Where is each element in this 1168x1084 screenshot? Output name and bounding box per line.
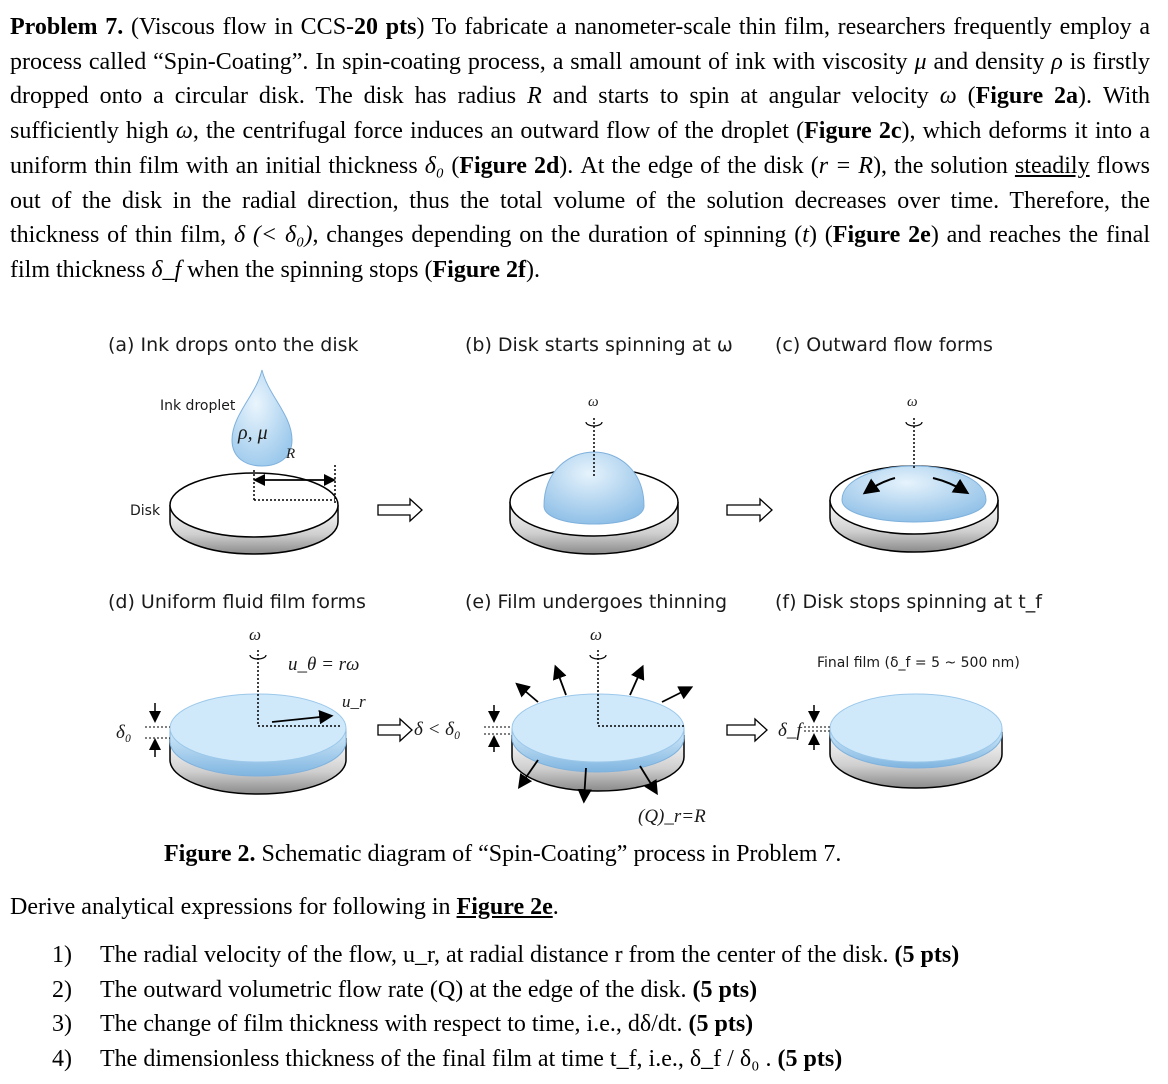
question-number: 2) xyxy=(52,976,72,1003)
question-text: The outward volumetric flow rate (Q) at the edge of the disk. xyxy=(100,976,693,1003)
symbol-omega: ω xyxy=(175,118,193,145)
panel-title-d: (d) Uniform fluid film forms xyxy=(108,591,366,613)
question-text: The dimensionless thickness of the final film at time t_f, i.e., δ_f / δ₀ . xyxy=(100,1045,778,1072)
text-span: when the spinning stops ( xyxy=(181,256,433,283)
question-text: The change of film thickness with respect to time, i.e., dδ/dt. xyxy=(100,1011,689,1037)
derive-prompt xyxy=(10,894,559,921)
question-item xyxy=(52,1007,959,1042)
question-number: 3) xyxy=(52,1011,72,1037)
problem-points: 20 pts xyxy=(354,14,417,40)
problem-statement: Problem 7. (Viscous flow in CCS-20 pts) To fabricate a nanometer-scale thin film, researchers frequently employ a process called “Spin-Coating”. In spin-coating process, a small amount of ink with viscosity μ and density ρ is firstly dropped onto a circular disk. The disk has radius R and starts to spin at angular velocity ω (Figure 2a). With sufficiently high ω, the centrifugal force induces an outward flow of the droplet (Figure 2c), which deforms it into a uniform thin film with an initial thickness δ₀ (Figure 2d). At the edge of the disk (r = R), the solution steadily flows out of the disk in the radial direction, thus the total volume of the solution decreases over time. Therefore, the thickness of thin film, δ (< δ₀), changes depending on the duration of spinning (t) (Figure 2e) and reaches the final film thickness δ_f when the spinning stops (Figure 2f). xyxy=(10,14,1151,283)
outflow-arrow xyxy=(556,668,566,695)
omega-label-b: ω xyxy=(588,394,599,410)
figure-caption xyxy=(164,841,841,868)
flow-rate-label: (Q)_r=R xyxy=(638,806,706,827)
panel-title-e: (e) Film undergoes thinning xyxy=(465,591,728,613)
question-number: 1) xyxy=(52,942,72,968)
arrow-a-to-b xyxy=(378,499,422,521)
rho-mu-label: ρ, μ xyxy=(238,422,268,444)
panel-b-drawing xyxy=(510,418,678,554)
symbol-deltaf: δ_f xyxy=(151,256,182,283)
figure-ref: Figure 2d xyxy=(459,152,560,179)
symbol-omega: ω xyxy=(939,83,957,110)
outflow-arrow xyxy=(662,688,690,702)
panel-title-a: (a) Ink drops onto the disk xyxy=(108,334,359,356)
question-points: (5 pts) xyxy=(692,976,758,1003)
text-span: ). With sufficiently high xyxy=(10,83,1150,145)
text-span: ). xyxy=(526,256,541,283)
symbol-rho: ρ xyxy=(1051,48,1063,75)
panel-title-b: (b) Disk starts spinning at ω xyxy=(465,334,733,356)
figure-ref: Figure 2e xyxy=(456,894,553,920)
text-span: and starts to spin at angular velocity xyxy=(541,83,940,110)
text-span: and density xyxy=(926,48,1052,75)
symbol-t: t xyxy=(802,222,809,249)
symbol-delta: δ (< δ₀) xyxy=(233,222,313,249)
question-number: 4) xyxy=(52,1045,72,1072)
question-item xyxy=(52,973,959,1008)
omega-label-e: ω xyxy=(590,625,603,644)
question-text: The radial velocity of the flow, u_r, at radial distance r from the center of the disk. xyxy=(100,942,895,968)
text-span: is firstly dropped onto a circular disk. The disk has radius xyxy=(10,48,1150,110)
arrow-d-to-e xyxy=(378,719,412,741)
question-points: (5 pts) xyxy=(777,1045,843,1072)
ink-droplet-label: Ink droplet xyxy=(160,398,236,414)
question-list xyxy=(52,938,959,1076)
text-span: ) and reaches the final film thickness xyxy=(10,222,1151,283)
question-item xyxy=(52,938,959,973)
film-top xyxy=(512,694,684,762)
symbol-r-eq-R: r = R xyxy=(818,152,874,179)
delta0-label: δ₀ xyxy=(116,722,132,743)
arrow-e-to-f xyxy=(727,719,767,741)
outflow-arrow xyxy=(518,685,538,702)
symbol-R: R xyxy=(527,83,542,110)
text-span: , the centrifugal force induces an outward flow of the droplet ( xyxy=(192,118,805,145)
derive-text: Derive analytical expressions for following in xyxy=(10,894,457,920)
panel-f-drawing xyxy=(804,694,1002,788)
text-span: , changes depending on the duration of spinning ( xyxy=(312,222,803,249)
u-theta-label: u_θ = rω xyxy=(288,654,360,675)
figure-ref: Figure 2f xyxy=(432,256,527,283)
text-span: ), the solution xyxy=(873,152,1015,179)
problem-label: Problem 7. xyxy=(10,14,124,40)
ink-droplet-shape xyxy=(232,370,292,466)
question-points: (5 pts) xyxy=(894,942,960,968)
omega-label-d: ω xyxy=(249,625,262,644)
delta-lt-label: δ < δ₀ xyxy=(414,719,461,740)
derive-end: . xyxy=(552,894,559,920)
panel-c-drawing xyxy=(830,418,998,552)
arrow-b-to-c xyxy=(727,499,772,521)
text-span: (Viscous flow in CCS- xyxy=(123,14,355,40)
panel-title-f: (f) Disk stops spinning at t_f xyxy=(775,591,1042,613)
question-item xyxy=(52,1042,959,1077)
text-span: ). At the edge of the disk ( xyxy=(559,152,819,179)
disk-label: Disk xyxy=(130,503,161,519)
figure-ref: Figure 2c xyxy=(804,118,902,145)
radius-label: R xyxy=(286,446,296,462)
text-span: ), which deforms it into a uniform thin film with an initial thickness xyxy=(10,118,1150,179)
delta-f-label: δ_f xyxy=(778,720,802,741)
text-span: flows out of the disk in the radial direction, thus the total volume of the solution decreases over time. Therefore, the thickness of thin film, xyxy=(10,152,1150,249)
u-r-label: u_r xyxy=(342,692,366,711)
panel-e-drawing xyxy=(484,650,690,800)
underlined-word: steadily xyxy=(1014,152,1090,179)
caption-text: Schematic diagram of “Spin-Coating” process in Problem 7. xyxy=(255,841,842,867)
final-film-label: Final film (δ_f = 5 ~ 500 nm) xyxy=(817,655,1020,671)
symbol-delta0: δ₀ xyxy=(424,152,445,179)
film-top xyxy=(830,694,1002,762)
question-points: (5 pts) xyxy=(688,1011,754,1037)
film-top xyxy=(170,694,346,762)
panel-title-c: (c) Outward flow forms xyxy=(775,334,993,356)
figure-ref: Figure 2e xyxy=(832,222,931,249)
text-span: ) To fabricate a nanometer-scale thin film, researchers frequently employ a process called “Spin-Coating”. In spin-coating process, a small amount of ink with viscosity xyxy=(10,14,1150,75)
symbol-mu: μ xyxy=(914,48,927,75)
outflow-arrow xyxy=(630,668,642,695)
figure-ref: Figure 2a xyxy=(975,83,1079,110)
omega-label-c: ω xyxy=(907,394,918,410)
caption-label: Figure 2. xyxy=(164,841,256,867)
